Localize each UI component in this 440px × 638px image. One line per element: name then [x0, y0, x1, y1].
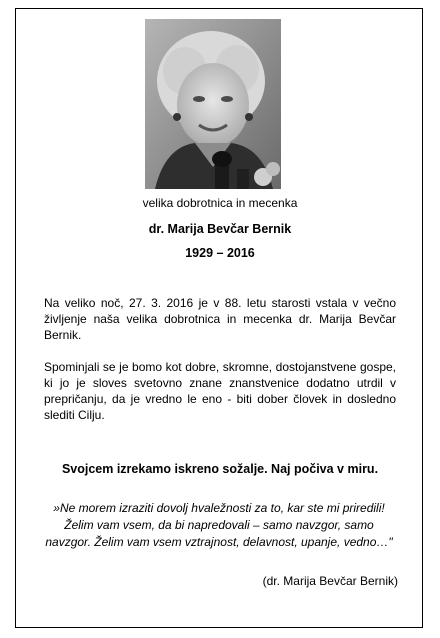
condolence-line: Svojcem izrekamo iskreno sožalje. Naj počiva v miru.: [61, 462, 379, 476]
obituary-paragraph-2: Spominjali se je bomo kot dobre, skromne, dostojanstvene gospe, ki jo je sloves svetovno znane znanstvenice dodatno utrdil v prepričanju, da je vredno le eno - biti dober človek in dosledno slediti Cilju.: [44, 360, 396, 422]
subtitle: velika dobrotnica in mecenka: [142, 196, 298, 210]
life-years: 1929 – 2016: [185, 246, 255, 260]
portrait-image: [145, 19, 281, 189]
quote-attribution: (dr. Marija Bevčar Bernik): [262, 574, 398, 588]
deceased-name: dr. Marija Bevčar Bernik: [148, 222, 292, 236]
portrait-photo: [145, 19, 281, 189]
obituary-paragraph-1: Na veliko noč, 27. 3. 2016 je v 88. letu starosti vstala v večno življenje naša velika dobrotnica in mecenka dr. Marija Bevčar Bernik.: [44, 296, 396, 342]
quote-text: »Ne morem izraziti dovolj hvaležnosti za to, kar ste mi priredili! Želim vam vsem, da bi napredovali – samo navzgor, samo navzgor. Želim vam vsem vztrajnost, delavnost, upanje, vedno…": [45, 501, 393, 549]
